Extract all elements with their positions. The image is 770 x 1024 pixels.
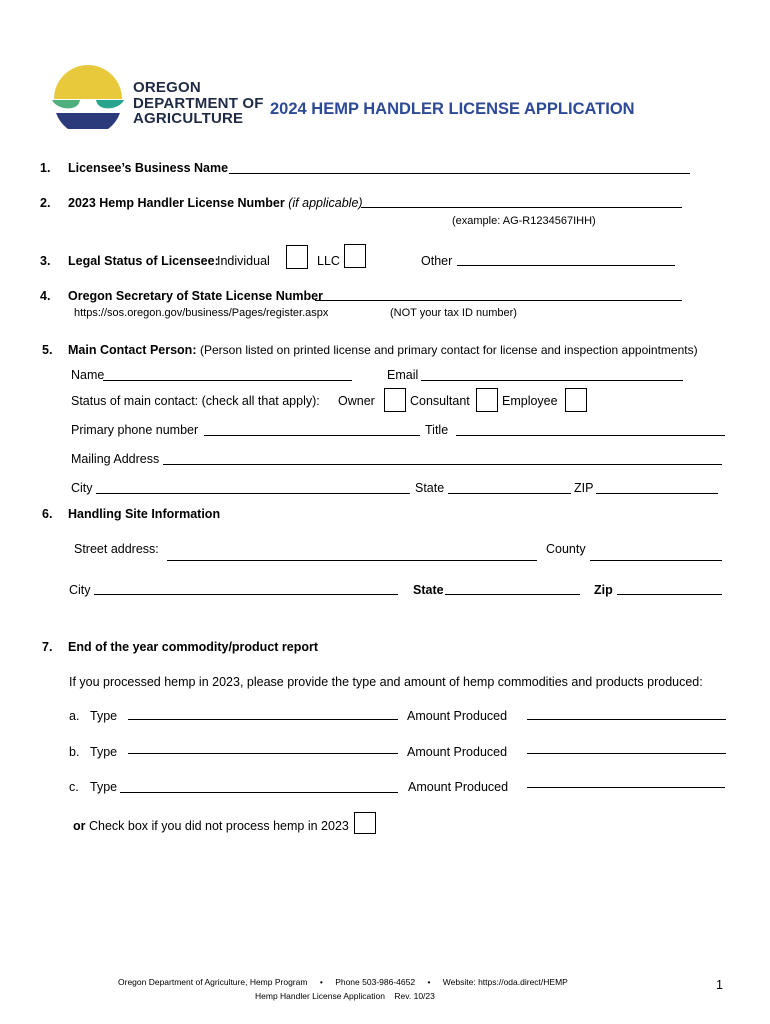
row-b-type-label: Type bbox=[90, 745, 118, 759]
q4-number: 4. bbox=[40, 289, 51, 303]
sos-register-link[interactable]: https://sos.oregon.gov/business/Pages/register.aspx bbox=[74, 307, 329, 319]
q1-number: 1. bbox=[40, 161, 51, 175]
footer-bullet-2: • bbox=[427, 977, 431, 987]
row-b-amount-field[interactable] bbox=[527, 753, 726, 754]
site-county-field[interactable] bbox=[590, 560, 722, 561]
row-a-type-field[interactable] bbox=[128, 719, 398, 720]
contact-email-field[interactable] bbox=[421, 380, 683, 381]
mailing-zip-field[interactable] bbox=[596, 493, 718, 494]
q3-label: Legal Status of Licensee: bbox=[68, 254, 219, 268]
mailing-address-label: Mailing Address bbox=[71, 452, 160, 466]
q2-label: 2023 Hemp Handler License Number bbox=[68, 196, 285, 210]
individual-checkbox[interactable] bbox=[286, 245, 308, 269]
q4-note: (NOT your tax ID number) bbox=[390, 307, 517, 319]
site-state-label: State bbox=[413, 583, 444, 597]
oda-logo bbox=[50, 63, 126, 129]
status-option-owner: Owner bbox=[338, 394, 375, 408]
footer-website[interactable]: Website: https://oda.direct/HEMP bbox=[442, 977, 568, 987]
title-label: Title bbox=[425, 423, 449, 437]
site-zip-field[interactable] bbox=[617, 594, 722, 595]
q3-option-other: Other bbox=[421, 254, 453, 268]
oda-logo-icon bbox=[50, 63, 126, 129]
site-city-label: City bbox=[69, 583, 91, 597]
site-zip-label: Zip bbox=[594, 583, 613, 597]
q7-label: End of the year commodity/product report bbox=[68, 640, 319, 654]
logo-line-agriculture: AGRICULTURE bbox=[133, 110, 244, 127]
business-name-field[interactable] bbox=[229, 173, 690, 174]
q1-label: Licensee’s Business Name bbox=[68, 161, 229, 175]
footer-line-2: Hemp Handler License Application Rev. 10/23 bbox=[255, 991, 435, 1001]
q5-label: Main Contact Person: bbox=[68, 343, 197, 357]
employee-checkbox[interactable] bbox=[565, 388, 587, 412]
q4-label: Oregon Secretary of State License Number bbox=[68, 289, 323, 303]
county-label: County bbox=[546, 542, 586, 556]
sos-license-number-field[interactable] bbox=[315, 300, 682, 301]
title-field[interactable] bbox=[456, 435, 725, 436]
logo-line-department: DEPARTMENT OF bbox=[133, 94, 264, 112]
llc-checkbox[interactable] bbox=[344, 244, 366, 268]
row-c-amount-label: Amount Produced bbox=[408, 780, 509, 794]
q3-number: 3. bbox=[40, 254, 51, 268]
q6-number: 6. bbox=[42, 507, 53, 521]
row-b-letter: b. bbox=[69, 745, 80, 759]
q7-number: 7. bbox=[42, 640, 53, 654]
q2-number: 2. bbox=[40, 196, 51, 210]
no-processing-statement bbox=[73, 819, 349, 833]
logo-line-oregon: OREGON bbox=[133, 79, 201, 96]
q7-intro: If you processed hemp in 2023, please provide the type and amount of hemp commodities and products produced: bbox=[69, 675, 703, 689]
mailing-zip-label: ZIP bbox=[574, 481, 594, 495]
page-title: 2024 HEMP HANDLER LICENSE APPLICATION bbox=[270, 100, 635, 118]
q2-label-group bbox=[68, 196, 363, 210]
status-option-employee: Employee bbox=[502, 394, 558, 408]
q3-option-individual: Individual bbox=[217, 254, 270, 268]
footer-org: Oregon Department of Agriculture, Hemp Program bbox=[118, 977, 308, 987]
name-label: Name bbox=[71, 368, 105, 382]
footer-phone: Phone 503-986-4652 bbox=[335, 977, 416, 987]
mailing-city-label: City bbox=[71, 481, 93, 495]
q5-description: (Person listed on printed license and primary contact for license and inspection appointments) bbox=[199, 343, 698, 357]
page-number: 1 bbox=[716, 978, 723, 992]
row-a-amount-field[interactable] bbox=[527, 719, 726, 720]
row-a-amount-label: Amount Produced bbox=[407, 709, 508, 723]
q5-number: 5. bbox=[42, 343, 53, 357]
status-label: Status of main contact: (check all that apply): bbox=[71, 394, 320, 408]
site-city-field[interactable] bbox=[94, 594, 398, 595]
q3-option-llc: LLC bbox=[317, 254, 340, 268]
mailing-state-field[interactable] bbox=[448, 493, 571, 494]
row-c-amount-field[interactable] bbox=[527, 787, 725, 788]
no-processing-checkbox[interactable] bbox=[354, 812, 376, 834]
row-b-amount-label: Amount Produced bbox=[407, 745, 508, 759]
street-address-label: Street address: bbox=[74, 542, 159, 556]
row-a-letter: a. bbox=[69, 709, 80, 723]
footer-line-1 bbox=[118, 977, 568, 987]
contact-name-field[interactable] bbox=[103, 380, 352, 381]
no-processing-text: Check box if you did not process hemp in 2023 bbox=[88, 819, 349, 833]
row-b-type-field[interactable] bbox=[128, 753, 398, 754]
footer-bullet-1: • bbox=[319, 977, 323, 987]
mailing-city-field[interactable] bbox=[96, 493, 410, 494]
site-street-field[interactable] bbox=[167, 560, 537, 561]
or-label: or bbox=[73, 819, 86, 833]
status-option-consultant: Consultant bbox=[410, 394, 470, 408]
mailing-state-label: State bbox=[415, 481, 445, 495]
q2-label-italic: (if applicable) bbox=[288, 196, 363, 210]
license-number-field[interactable] bbox=[361, 207, 682, 208]
phone-field[interactable] bbox=[204, 435, 420, 436]
owner-checkbox[interactable] bbox=[384, 388, 406, 412]
q6-label: Handling Site Information bbox=[68, 507, 221, 521]
row-c-letter: c. bbox=[69, 780, 79, 794]
mailing-address-field[interactable] bbox=[163, 464, 722, 465]
row-c-type-field[interactable] bbox=[120, 792, 398, 793]
logo-wordmark bbox=[133, 80, 264, 127]
row-c-type-label: Type bbox=[90, 780, 118, 794]
email-label: Email bbox=[387, 368, 419, 382]
consultant-checkbox[interactable] bbox=[476, 388, 498, 412]
other-status-field[interactable] bbox=[457, 265, 675, 266]
q2-example: (example: AG-R1234567IHH) bbox=[452, 215, 596, 227]
site-state-field[interactable] bbox=[445, 594, 580, 595]
q5-heading bbox=[68, 343, 698, 357]
row-a-type-label: Type bbox=[90, 709, 118, 723]
phone-label: Primary phone number bbox=[71, 423, 199, 437]
